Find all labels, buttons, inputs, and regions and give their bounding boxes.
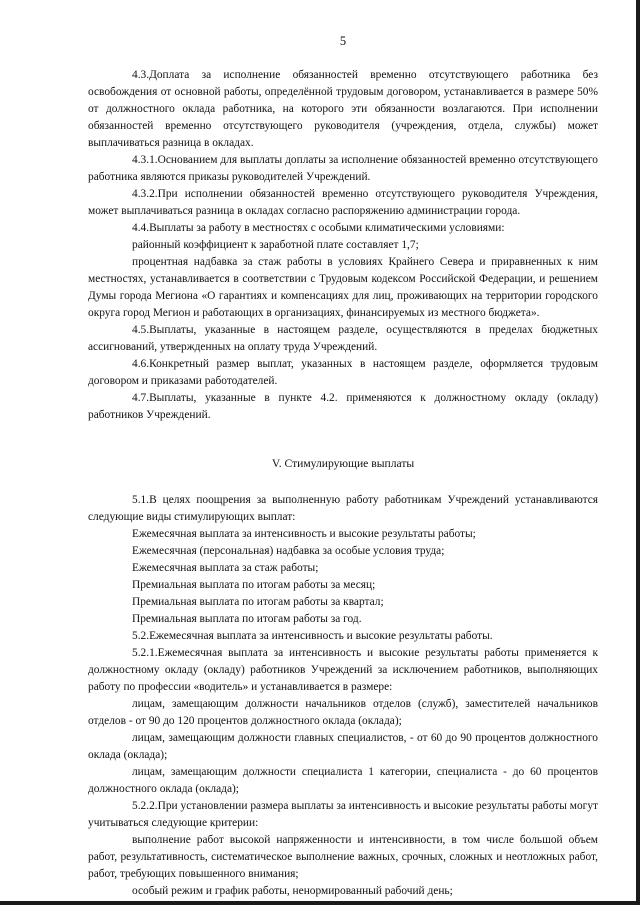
paragraph-chief-specialists: лицам, замещающим должности главных специалистов, - от 60 до 90 процентов должностного оклада (оклада); <box>88 732 598 761</box>
paragraph-5-2: 5.2.Ежемесячная выплата за интенсивность и высокие результаты работы. <box>132 630 493 642</box>
list-item-seniority: Ежемесячная выплата за стаж работы; <box>132 562 319 574</box>
paragraph-4-6: 4.6.Конкретный размер выплат, указанных в настоящем разделе, оформляется трудовым договором и приказами работодателей. <box>88 358 598 387</box>
paragraph-4-4-coefficient: районный коэффициент к заработной плате составляет 1,7; <box>132 239 419 251</box>
list-item-special-conditions: Ежемесячная (персональная) надбавка за особые условия труда; <box>132 545 445 557</box>
paragraph-4-3-1: 4.3.1.Основанием для выплаты доплаты за исполнение обязанностей временно отсутствующего работника являются приказы руководителей Учреждений. <box>88 154 598 183</box>
paragraph-4-7: 4.7.Выплаты, указанные в пункте 4.2. применяются к должностному окладу (окладу) работников Учреждений. <box>88 392 598 421</box>
list-item-monthly-intensity: Ежемесячная выплата за интенсивность и высокие результаты работы; <box>132 528 476 540</box>
section-5-heading: V. Стимулирующие выплаты <box>271 457 415 470</box>
paragraph-4-4-north-bonus: процентная надбавка за стаж работы в условиях Крайнего Севера и приравненных к ним местностях, устанавливается в соответствии с Трудовым кодексом Российской Федерации, и решением Думы города Мегиона «О гарантиях и компенсациях для лиц, проживающих на территории городского округа город Мегион и работающих в организациях, финансируемых из местного бюджета». <box>88 256 598 319</box>
paragraph-4-5: 4.5.Выплаты, указанные в настоящем разделе, осуществляются в пределах бюджетных ассигнований, утвержденных на оплату труда Учреждений. <box>88 324 598 353</box>
list-item-bonus-year: Премиальная выплата по итогам работы за год. <box>132 613 362 625</box>
paragraph-5-2-1: 5.2.1.Ежемесячная выплата за интенсивность и высокие результаты работы применяется к должностному окладу (окладу) работников Учреждений за исключением работников, выполняющих работу по профессии «водитель» и устанавливается в размере: <box>88 647 598 693</box>
page-number: 5 <box>339 34 347 48</box>
paragraph-4-3-2: 4.3.2.При исполнении обязанностей временно отсутствующего руководителя Учреждения, может выплачиваться разница в окладах согласно распоряжению администрации города. <box>88 188 598 217</box>
section-5-body <box>88 492 598 900</box>
paragraph-5-1: 5.1.В целях поощрения за выполненную работу работникам Учреждений устанавливаются следующие виды стимулирующих выплат: <box>88 494 598 523</box>
paragraph-heads-of-departments: лицам, замещающим должности начальников отделов (служб), заместителей начальников отделов - от 90 до 120 процентов должностного оклада (оклада); <box>88 698 598 727</box>
section-4-body <box>88 67 598 424</box>
list-item-bonus-quarter: Премиальная выплата по итогам работы за квартал; <box>132 596 384 608</box>
paragraph-4-4: 4.4.Выплаты за работу в местностях с особыми климатическими условиями: <box>132 222 505 234</box>
paragraph-specialists: лицам, замещающим должности специалиста 1 категории, специалиста - до 60 процентов должностного оклада (оклада); <box>88 766 598 795</box>
list-item-bonus-month: Премиальная выплата по итогам работы за месяц; <box>132 579 376 591</box>
paragraph-5-2-2: 5.2.2.При установлении размера выплаты за интенсивность и высокие результаты работы могут учитываться следующие критерии: <box>88 800 598 829</box>
paragraph-4-3: 4.3.Доплата за исполнение обязанностей временно отсутствующего работника без освобождения от основной работы, определённой трудовым договором, устанавливается в размере 50% от должностного оклада работника, на которого эти обязанности возлагаются. При исполнении обязанностей временно отсутствующего руководителя (учреждения, отдела, службы) может выплачиваться разница в окладах. <box>88 69 598 149</box>
paragraph-criterion-intensity: выполнение работ высокой напряженности и интенсивности, в том числе большой объем работ, результативность, систематическое выполнение важных, срочных, сложных и неотложных работ, работ, требующих повышенного внимания; <box>88 834 598 880</box>
paragraph-criterion-schedule: особый режим и график работы, ненормированный рабочий день; <box>132 885 453 897</box>
